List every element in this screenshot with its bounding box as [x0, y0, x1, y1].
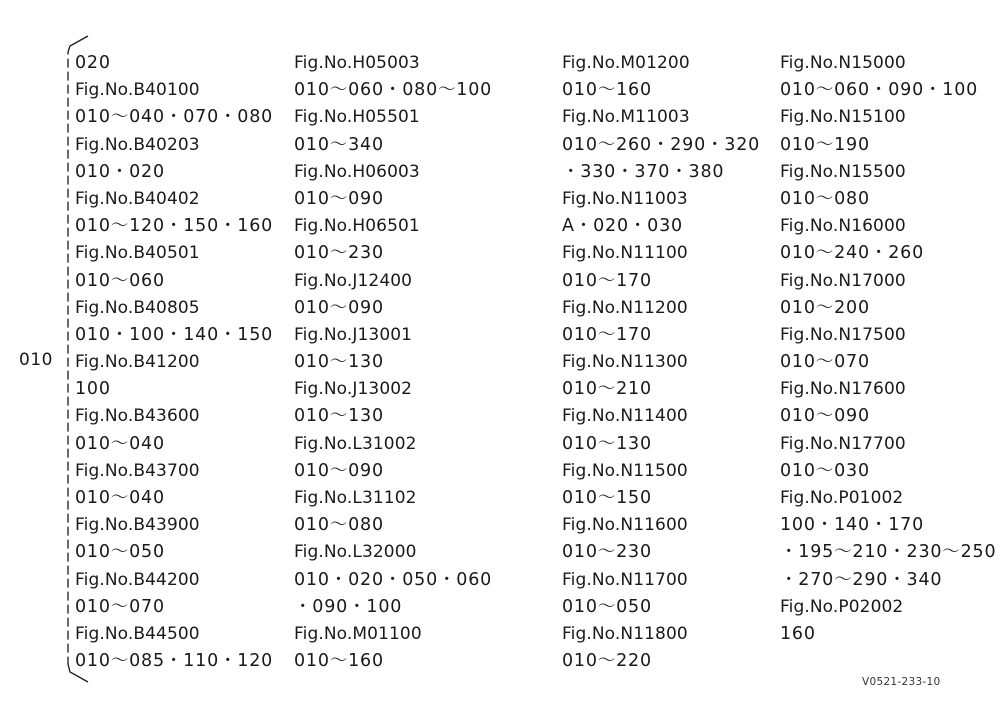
figure-reference: Fig.No.L31002	[294, 433, 417, 454]
figure-reference: Fig.No.B43900	[75, 515, 200, 536]
figure-reference: Fig.No.B40402	[75, 188, 200, 209]
figure-reference: Fig.No.M01200	[562, 53, 690, 73]
figure-reference: Fig.No.H06003	[294, 161, 420, 182]
item-range: 010・020	[75, 161, 165, 182]
item-range: 010～085・110・120	[75, 651, 274, 672]
figure-reference: Fig.No.B40100	[75, 80, 200, 101]
figure-reference: Fig.No.N11003	[562, 188, 688, 209]
figure-reference: Fig.No.B44200	[75, 569, 200, 590]
figure-reference: Fig.No.N15500	[780, 161, 906, 182]
figure-reference: Fig.No.H05003	[294, 53, 420, 73]
item-range: ・090・100	[294, 596, 403, 617]
item-range: 010～130	[294, 352, 384, 373]
figure-reference: Fig.No.N11700	[562, 569, 688, 590]
item-range: 010～230	[294, 243, 384, 264]
root-part-label: 010	[19, 350, 53, 370]
item-range: 010～090	[780, 406, 870, 427]
item-range: ・330・370・380	[562, 161, 725, 182]
item-range: 010～040	[75, 488, 165, 508]
figure-reference: Fig.No.J13002	[294, 379, 413, 400]
figure-reference: Fig.No.N11800	[562, 623, 688, 644]
item-range: 010～070	[780, 352, 870, 373]
figure-reference: Fig.No.N11300	[562, 352, 688, 373]
item-range: 010～190	[780, 134, 870, 155]
figure-reference: Fig.No.B40805	[75, 297, 200, 318]
item-range: ・195～210・230～250	[780, 542, 997, 563]
figure-reference: Fig.No.N11500	[562, 460, 688, 481]
item-range: 100	[75, 379, 111, 400]
item-range: ・270～290・340	[780, 569, 943, 590]
figure-reference: Fig.No.L31102	[294, 488, 417, 508]
figure-code: V0521-233-10	[862, 676, 941, 688]
item-range: 010～030	[780, 460, 870, 481]
item-range: 010～170	[562, 270, 652, 291]
item-range: 010～200	[780, 297, 870, 318]
item-range: 010～160	[294, 651, 384, 672]
figure-reference: Fig.No.J12400	[294, 270, 413, 291]
figure-reference: Fig.No.P02002	[780, 596, 904, 617]
item-range: 010～220	[562, 651, 652, 672]
figure-reference: Fig.No.P01002	[780, 488, 904, 508]
figure-reference: Fig.No.H05501	[294, 107, 420, 128]
figure-reference: Fig.No.N15000	[780, 53, 906, 73]
item-range: 010～340	[294, 134, 384, 155]
item-range: 010～050	[562, 596, 652, 617]
item-range: 010～090	[294, 188, 384, 209]
item-range: 010～060・080～100	[294, 80, 493, 101]
item-range: 160	[780, 623, 816, 644]
item-range: 010～150	[562, 488, 652, 508]
figure-reference: Fig.No.N16000	[780, 216, 906, 237]
item-range: 010～130	[294, 406, 384, 427]
item-range: 010・020・050・060	[294, 569, 493, 590]
figure-reference: Fig.No.L32000	[294, 542, 417, 563]
figure-reference: Fig.No.B40501	[75, 243, 200, 264]
item-range: A・020・030	[562, 216, 683, 237]
item-range: 010～090	[294, 460, 384, 481]
item-range: 010～210	[562, 379, 652, 400]
figure-reference: Fig.No.N11400	[562, 406, 688, 427]
item-range: 010～040・070・080	[75, 107, 274, 128]
reference-column-1	[75, 50, 273, 675]
item-range: 010～130	[562, 433, 652, 454]
item-range: 010～080	[780, 188, 870, 209]
item-range: 010～040	[75, 433, 165, 454]
item-range: 010～230	[562, 542, 652, 563]
item-range: 010～050	[75, 542, 165, 563]
figure-reference: Fig.No.N11200	[562, 297, 688, 318]
item-range: 010～160	[562, 80, 652, 101]
item-range: 010～080	[294, 515, 384, 536]
item-range: 020	[75, 53, 111, 73]
figure-reference: Fig.No.N15100	[780, 107, 906, 128]
item-range: 100・140・170	[780, 515, 925, 536]
item-range: 010～170	[562, 324, 652, 345]
figure-reference: Fig.No.J13001	[294, 324, 413, 345]
figure-reference: Fig.No.B41200	[75, 352, 200, 373]
figure-reference: Fig.No.N17500	[780, 324, 906, 345]
reference-column-4	[780, 50, 996, 648]
figure-reference: Fig.No.B43700	[75, 460, 200, 481]
reference-column-3	[562, 50, 760, 675]
figure-reference: Fig.No.N17700	[780, 433, 906, 454]
figure-reference: Fig.No.N11100	[562, 243, 688, 264]
item-range: 010～120・150・160	[75, 216, 274, 237]
item-range: 010～260・290・320	[562, 134, 761, 155]
item-range: 010～240・260	[780, 243, 925, 264]
figure-reference: Fig.No.H06501	[294, 216, 420, 237]
figure-reference: Fig.No.M11003	[562, 107, 690, 128]
figure-reference: Fig.No.B44500	[75, 623, 200, 644]
figure-reference: Fig.No.B43600	[75, 406, 200, 427]
figure-reference: Fig.No.B40203	[75, 134, 200, 155]
figure-reference: Fig.No.N11600	[562, 515, 688, 536]
item-range: 010～070	[75, 596, 165, 617]
reference-column-2	[294, 50, 492, 675]
figure-reference: Fig.No.M01100	[294, 623, 422, 644]
item-range: 010～060	[75, 270, 165, 291]
figure-reference: Fig.No.N17000	[780, 270, 906, 291]
figure-reference: Fig.No.N17600	[780, 379, 906, 400]
item-range: 010～090	[294, 297, 384, 318]
item-range: 010～060・090・100	[780, 80, 979, 101]
item-range: 010・100・140・150	[75, 324, 274, 345]
